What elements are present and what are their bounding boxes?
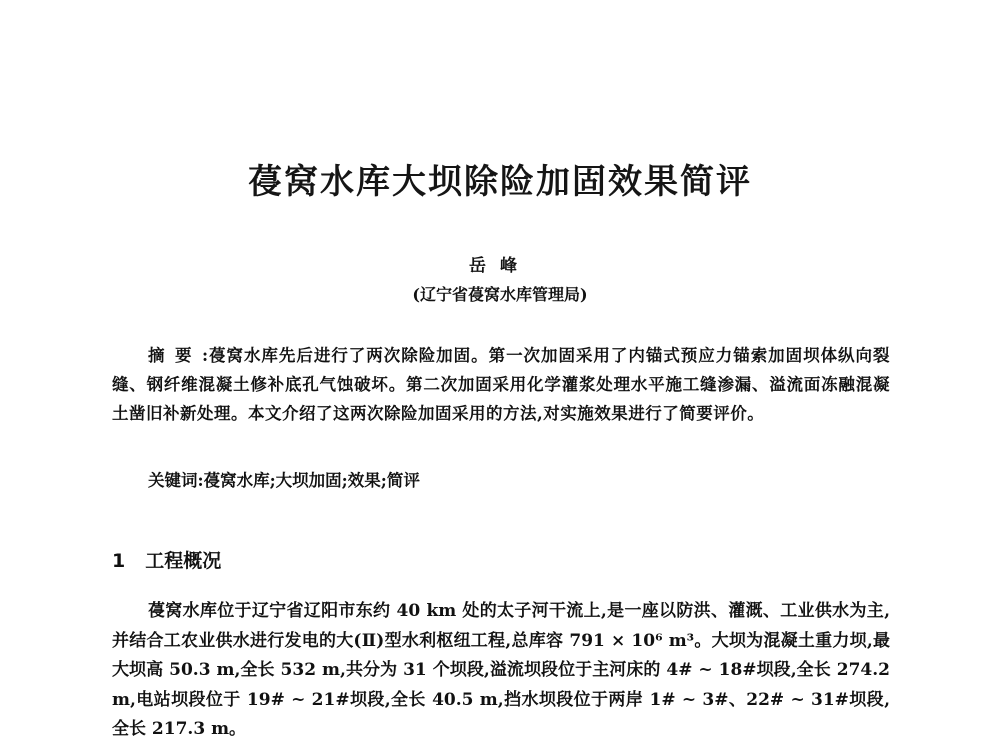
keywords-label: 关键词 [148, 471, 198, 490]
section-heading [112, 546, 221, 573]
author-name: 岳峰 [469, 256, 531, 276]
section-body: 葠窝水库位于辽宁省辽阳市东约 40 km 处的太子河干流上,是一座以防洪、灌溉、工业供水为主,并结合工农业供水进行发电的大(Ⅱ)型水利枢纽工程,总库容 791 × 10⁶ m³。大坝为混凝土重力坝,最大坝高 50.3 m,全长 532 m,共分为 31 个坝段,溢流坝段位于主河床的 4# ~ 18#坝段,全长 274.2 m,电站坝段位于 19# ~ 21#坝段,全长 40.5 m,挡水坝段位于两岸 1# ~ 3#、22# ~ 31#坝段,全长 217.3 m。 [112, 601, 890, 739]
abstract-text: :葠窝水库先后进行了两次除险加固。第一次加固采用了内锚式预应力锚索加固坝体纵向裂缝、钢纤维混凝土修补底孔气蚀破坏。第二次加固采用化学灌浆处理水平施工缝渗漏、溢流面冻融混凝土凿旧补新处理。本文介绍了这两次除险加固采用的方法,对实施效果进行了简要评价。 [112, 346, 891, 423]
keywords-text: :葠窝水库;大坝加固;效果;简评 [197, 471, 420, 490]
paper-title: 葠窝水库大坝除险加固效果简评 [248, 162, 752, 202]
abstract-paragraph [112, 341, 890, 428]
section-number: 1 [112, 550, 126, 572]
abstract-label: 摘要 [148, 346, 202, 365]
section-title: 工程概况 [145, 550, 222, 572]
keywords-line [148, 467, 888, 491]
author-affiliation: (辽宁省葠窝水库管理局) [412, 285, 588, 304]
